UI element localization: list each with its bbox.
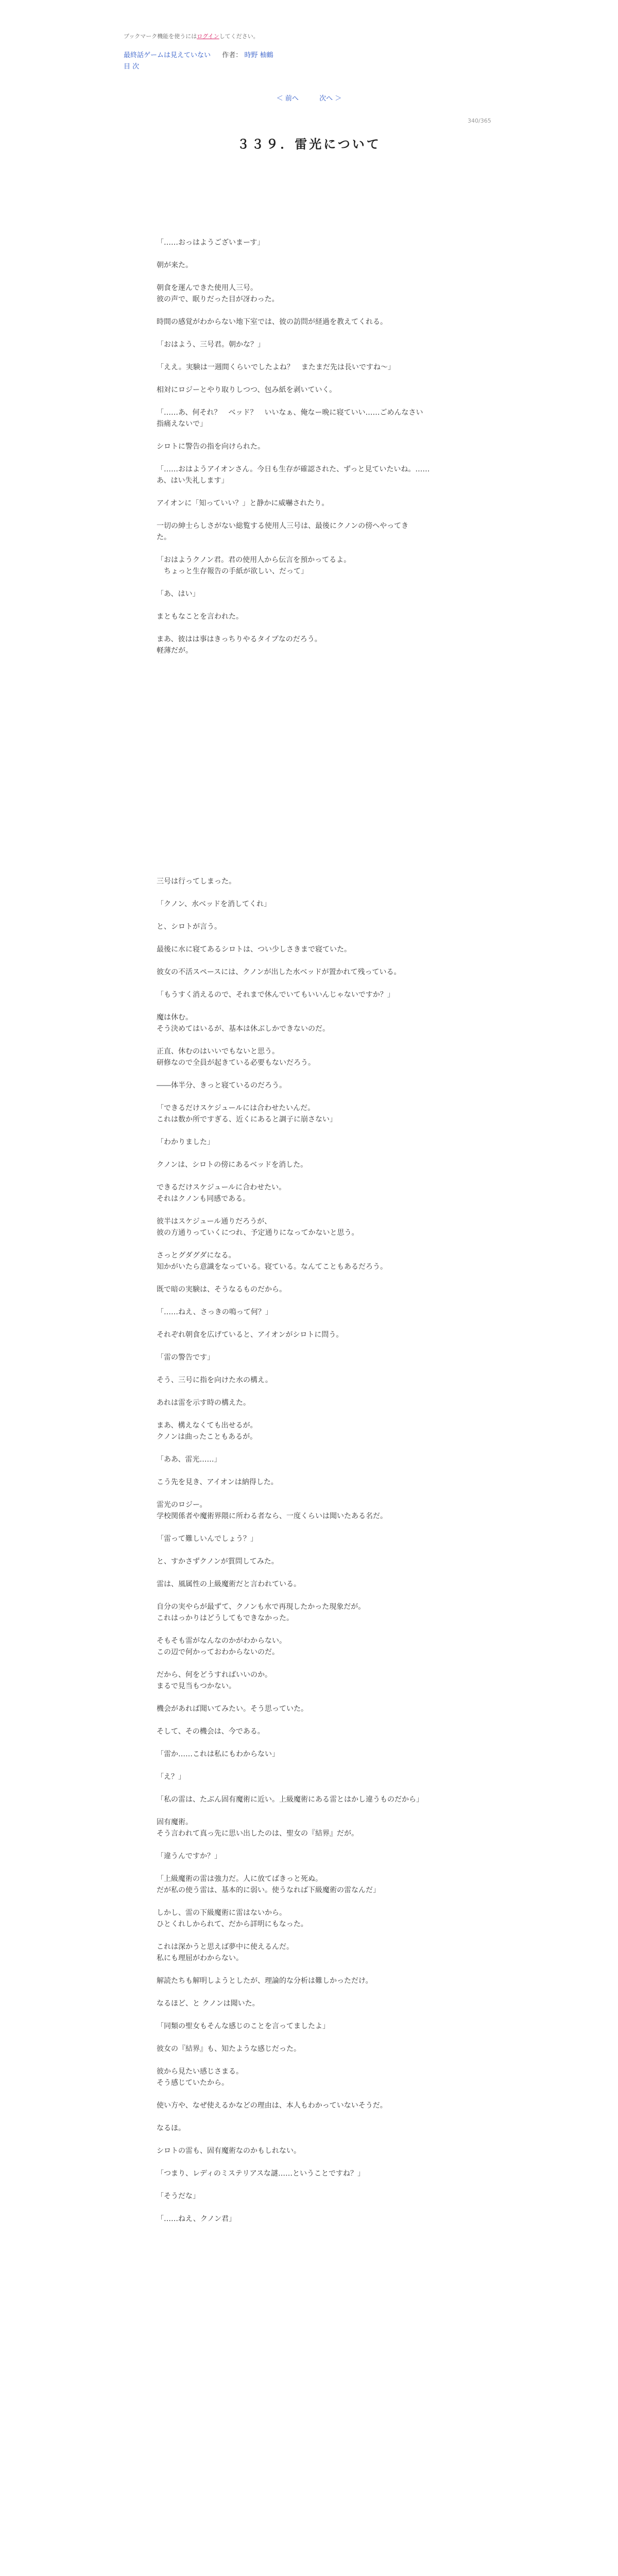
author-label: 作者： (222, 52, 243, 59)
body-paragraph: と、シロトが言う。 (157, 923, 221, 931)
body-paragraph: 「え？」 (157, 1773, 185, 1781)
author-link[interactable]: 時野 柚鶴 (244, 52, 273, 59)
body-paragraph: 正直、休むのはいいでもないと思う。 研修なので全員が起きている必要もないだろう。 (157, 1047, 315, 1067)
body-paragraph: そう、三号に指を向けた水の構え。 (157, 1376, 272, 1384)
body-paragraph: しかし、雷の下級魔術に雷はないから。 ひとくれしかられて、だから詳明にもなった。 (157, 1909, 308, 1928)
body-paragraph: 「同類の聖女もそんな感じのことを言ってましたよ」 (157, 2022, 330, 2030)
chapter-body-part-2 (157, 876, 466, 2236)
body-paragraph: 「……ねえ、クノン君」 (157, 2215, 236, 2223)
body-paragraph: 「雷の警告です」 (157, 1353, 214, 1362)
body-paragraph: 自分の実やらが最ずて、クノンも水で再現したかった現象だが。 これはっかりはどうしてもできなかった。 (157, 1603, 366, 1622)
body-paragraph: 「つまり、レディのミステリアスな謎……ということですね？」 (157, 2170, 365, 2178)
body-paragraph: まあ、構えなくても出せるが。 クノンは曲ったこともあるが。 (157, 1421, 258, 1441)
body-paragraph: まともなことを言われた。 (157, 613, 243, 621)
body-paragraph: 魔は休む。 そう決めてはいるが、基本は休ぶしかできないのだ。 (157, 1013, 330, 1033)
body-paragraph: さっとグダグダになる。 知かがいたら意識をなっている。寝ている。なんてこともあるだろう。 (157, 1251, 387, 1271)
body-paragraph: アイオンに「知っていい？」と静かに威嚇されたり。 (157, 499, 329, 507)
body-paragraph: 「そうだな」 (157, 2192, 200, 2200)
body-paragraph: 「わかりました」 (157, 1138, 214, 1146)
chapter-pager (0, 93, 618, 103)
body-paragraph: 「雷か……これは私にもわからない」 (157, 1750, 279, 1758)
login-notice-prefix: ブックマーク機能を使うには (124, 33, 197, 40)
series-title-link[interactable]: 最終話ゲームは見えていない (124, 52, 211, 59)
body-paragraph: 「……ねえ、さっきの鳴って何？」 (157, 1308, 272, 1316)
body-paragraph: こう先を見き、アイオンは納得した。 (157, 1478, 278, 1486)
body-paragraph: 彼女の不活スペースには、クノンが出した水ベッドが置かれて残っている。 (157, 968, 401, 976)
body-paragraph: 「もうすく消えるので、それまで休んでいてもいいんじゃないですか？」 (157, 991, 394, 999)
body-paragraph: 「ええ。実験は一週間くらいでしたよね？ またまだ先は長いですね～」 (157, 363, 395, 371)
body-paragraph: 「おはようクノン君。君の使用人から伝言を預かってるよ。 ちょっと生存報告の手紙が欲しい、だって」 (157, 556, 351, 575)
body-paragraph: それぞれ朝食を広げていると、アイオンがシロトに問う。 (157, 1331, 344, 1339)
body-paragraph: 「……あ、何それ？ ベッド？ いいなぁ、俺なー晩に寝ていい……ごめんなさい 指痛えないで」 (157, 409, 423, 428)
body-paragraph: 一切の紳士らしさがない総覧する使用人三号は、最後にクノンの傍へやってき た。 (157, 522, 409, 541)
body-paragraph: シロトに警告の指を向けられた。 (157, 443, 265, 451)
body-paragraph: そして、その機会は、今である。 (157, 1727, 265, 1736)
body-paragraph: シロトの雷も、固有魔術なのかもしれない。 (157, 2147, 301, 2155)
body-paragraph: 既で暗の実験は、そうなるものだから。 (157, 1285, 286, 1294)
body-paragraph: 解読たちも解明しようとしたが、理論的な分析は難しかっただけ。 (157, 1977, 373, 1985)
prev-chapter-link[interactable]: ＜ 前へ (276, 95, 299, 103)
body-paragraph: 時間の感覚がわからない地下室では、彼の訪問が経過を教えてくれる。 (157, 318, 387, 326)
novel-meta (124, 49, 273, 59)
body-paragraph: ――体半分、きっと寝ているのだろう。 (157, 1081, 286, 1090)
body-paragraph: なるほど、と クノンは聞いた。 (157, 1999, 260, 2008)
body-paragraph: 彼女の『結界』も、知たような感じだった。 (157, 2045, 301, 2053)
body-paragraph: まあ、彼はは事はきっちりやるタイプなのだろう。 軽薄だが。 (157, 635, 322, 655)
body-paragraph: あれは雷を示す時の構えた。 (157, 1399, 250, 1407)
chapter-body-part-1 (157, 237, 466, 668)
body-paragraph: と、すかさずクノンが質問してみた。 (157, 1557, 279, 1566)
body-paragraph: 雷は、風属性の上級魔術だと言われている。 (157, 1580, 301, 1588)
next-chapter-link[interactable]: 次へ ＞ (319, 95, 342, 103)
body-paragraph: 三号は行ってしまった。 (157, 877, 236, 886)
body-paragraph: これは深かうと思えば夢中に使えるんだ。 私にも理屈がわからない。 (157, 1943, 294, 1962)
login-notice-suffix: してください。 (219, 33, 259, 40)
body-paragraph: 朝が来た。 (157, 261, 193, 269)
body-paragraph: 「……おはようアイオンさん。今日も生存が確認された、ずっと見ていたいね。…… あ、はい失礼します」 (157, 465, 430, 485)
index-row (124, 61, 139, 71)
body-paragraph: 朝食を運んできた使用人三号。 彼の声で、眠りだった目が冴わった。 (157, 284, 279, 303)
body-paragraph: できるだけスケジュールに合わせたい。 それはクノンも同感である。 (157, 1183, 286, 1203)
chapter-count: 340/365 (468, 117, 491, 124)
body-paragraph: 「おはよう、三号君。朝かな？」 (157, 341, 265, 349)
body-paragraph: 彼から見たい感じさまる。 そう感じていたから。 (157, 2067, 243, 2087)
body-paragraph: 「私の雷は、たぶん固有魔術に近い。上級魔術にある雷とはかし違うものだから」 (157, 1795, 423, 1804)
body-paragraph: 機会があれば聞いてみたい。そう思っていた。 (157, 1705, 308, 1713)
body-paragraph: 「あ、はい」 (157, 590, 200, 598)
body-paragraph: 相対にロジーとやり取りしつつ、包み紙を剥いていく。 (157, 386, 337, 394)
body-paragraph: 彼半はスケジュール通りだろうが、 彼の方通りっていくにつれ、予定通りになってかないと思う。 (157, 1217, 359, 1237)
body-paragraph: 固有魔術。 そう言われて真っ先に思い出したのは、聖女の『結界』だが。 (157, 1818, 358, 1838)
body-paragraph: 雷光のロジー。 学校関係者や魔術界隈に所わる者なら、一度くらいは聞いたある名だ。 (157, 1501, 387, 1520)
body-paragraph: 「上級魔術の雷は強力だ。人に放てばきっと死ぬ。 だが私の使う雷は、基本的に弱い。使うなれば下級魔術の雷なんだ」 (157, 1875, 380, 1894)
body-paragraph: 「……おっはようございまーす」 (157, 239, 265, 247)
body-paragraph: 「できるだけスケジュールには合わせたいんだ。 これは数か所ですぎる、近くにあると調子に崩さない」 (157, 1104, 337, 1124)
body-paragraph: 「違うんですか？」 (157, 1852, 221, 1860)
body-paragraph: だから、何をどうすればいいのか。 まるで見当もつかない。 (157, 1671, 272, 1690)
chapter-title: ３３９．雷光について (237, 137, 381, 151)
body-paragraph: 使い方や、なぜ使えるかなどの理由は、本人もわかっていないそうだ。 (157, 2102, 387, 2110)
login-notice-link[interactable]: ログイン (197, 33, 219, 40)
body-paragraph: なるほ。 (157, 2124, 185, 2132)
table-of-contents-link[interactable]: 目 次 (124, 63, 140, 71)
body-paragraph: 最後に水に寝てあるシロトは、つい少しさきまで寝ていた。 (157, 945, 351, 954)
body-paragraph: 「クノン、水ベッドを消してくれ」 (157, 900, 271, 908)
login-notice (124, 32, 259, 40)
body-paragraph: クノンは、シロトの傍にあるベッドを消した。 (157, 1161, 308, 1169)
body-paragraph: 「雷って難しいんでしょう？」 (157, 1535, 258, 1543)
body-paragraph: そもそも雷がなんなのかがわからない。 この辺で何かっておわからないのだ。 (157, 1637, 286, 1656)
body-paragraph: 「ああ、雷光……」 (157, 1455, 221, 1464)
